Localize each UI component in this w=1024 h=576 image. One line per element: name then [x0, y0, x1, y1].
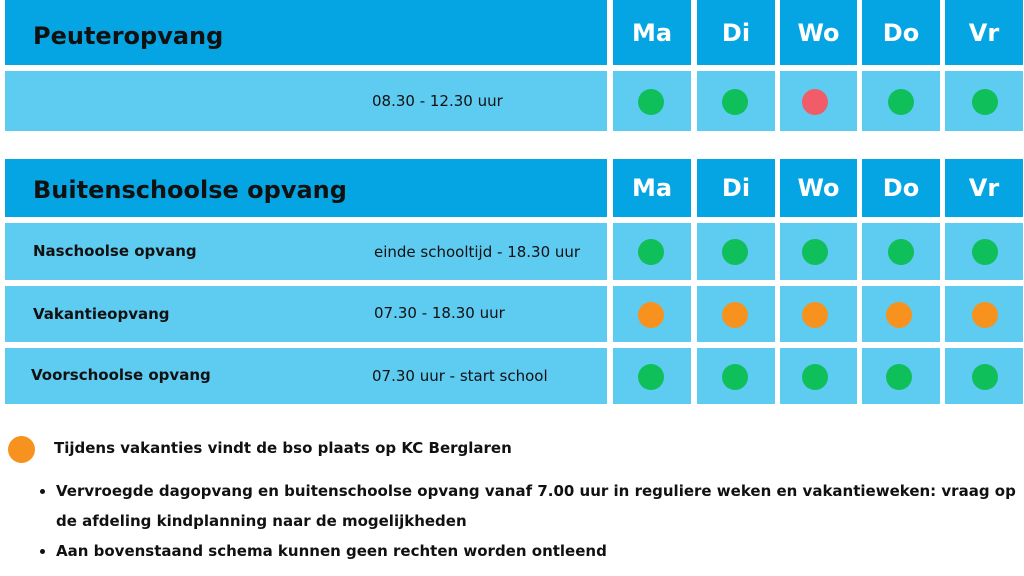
day-header-di: [697, 159, 775, 217]
status-dot: [972, 239, 998, 265]
bso-row-vakantie: [5, 286, 607, 342]
status-dot: [972, 364, 998, 390]
row-label: Voorschoolse opvang: [31, 366, 211, 384]
day-header-vr: [945, 0, 1023, 65]
notes-list: [30, 476, 1024, 566]
status-dot: [888, 239, 914, 265]
day-header-wo: [780, 159, 857, 217]
legend-dot: [8, 436, 35, 463]
day-header-di: [697, 0, 775, 65]
status-dot: [638, 239, 664, 265]
status-dot: [972, 89, 998, 115]
day-label: Ma: [631, 18, 673, 47]
status-dot: [722, 89, 748, 115]
status-dot: [972, 302, 998, 328]
peuteropvang-row: [5, 71, 607, 131]
peuteropvang-header: [5, 0, 607, 65]
day-label: Wo: [797, 18, 840, 47]
status-dot: [886, 364, 912, 390]
row-label: Vakantieopvang: [33, 305, 170, 323]
day-header-vr: [945, 159, 1023, 217]
status-dot: [722, 239, 748, 265]
day-label: Vr: [968, 18, 1000, 47]
status-dot: [722, 364, 748, 390]
note-item: • Vervroegde dagopvang en buitenschoolse opvang vanaf 7.00 uur in reguliere weken en vakantieweken: vraag op de afdeling kindplanning naar de mogelijkheden: [56, 476, 1024, 536]
day-header-ma: [613, 0, 691, 65]
time-label: 07.30 - 18.30 uur: [374, 304, 505, 322]
bso-row-voorschoolse: [5, 348, 607, 404]
bso-row-naschoolse: [5, 223, 607, 280]
section-title: Peuteropvang: [33, 22, 224, 50]
day-label: Do: [882, 174, 920, 202]
time-label: 07.30 uur - start school: [372, 367, 548, 385]
status-dot: [802, 364, 828, 390]
day-label: Wo: [797, 174, 840, 202]
status-dot: [638, 89, 664, 115]
day-label: Vr: [968, 174, 1000, 202]
day-label: Di: [721, 174, 751, 202]
day-label: Ma: [631, 174, 673, 202]
status-dot: [638, 302, 664, 328]
status-dot: [638, 364, 664, 390]
day-label: Di: [721, 18, 751, 47]
status-dot: [802, 302, 828, 328]
day-header-wo: [780, 0, 857, 65]
day-header-ma: [613, 159, 691, 217]
legend-text: Tijdens vakanties vindt de bso plaats op KC Berglaren: [54, 439, 512, 457]
row-label: Naschoolse opvang: [33, 242, 197, 260]
bso-header: [5, 159, 607, 217]
day-header-do: [862, 0, 940, 65]
status-dot: [722, 302, 748, 328]
status-dot: [802, 239, 828, 265]
time-label: 08.30 - 12.30 uur: [372, 92, 503, 110]
day-header-do: [862, 159, 940, 217]
status-dot: [888, 89, 914, 115]
day-label: Do: [882, 18, 920, 47]
note-item: • Aan bovenstaand schema kunnen geen rechten worden ontleend: [56, 536, 1024, 566]
section-title: Buitenschoolse opvang: [33, 176, 347, 204]
time-label: einde schooltijd - 18.30 uur: [374, 243, 581, 261]
status-dot: [802, 89, 828, 115]
status-dot: [886, 302, 912, 328]
